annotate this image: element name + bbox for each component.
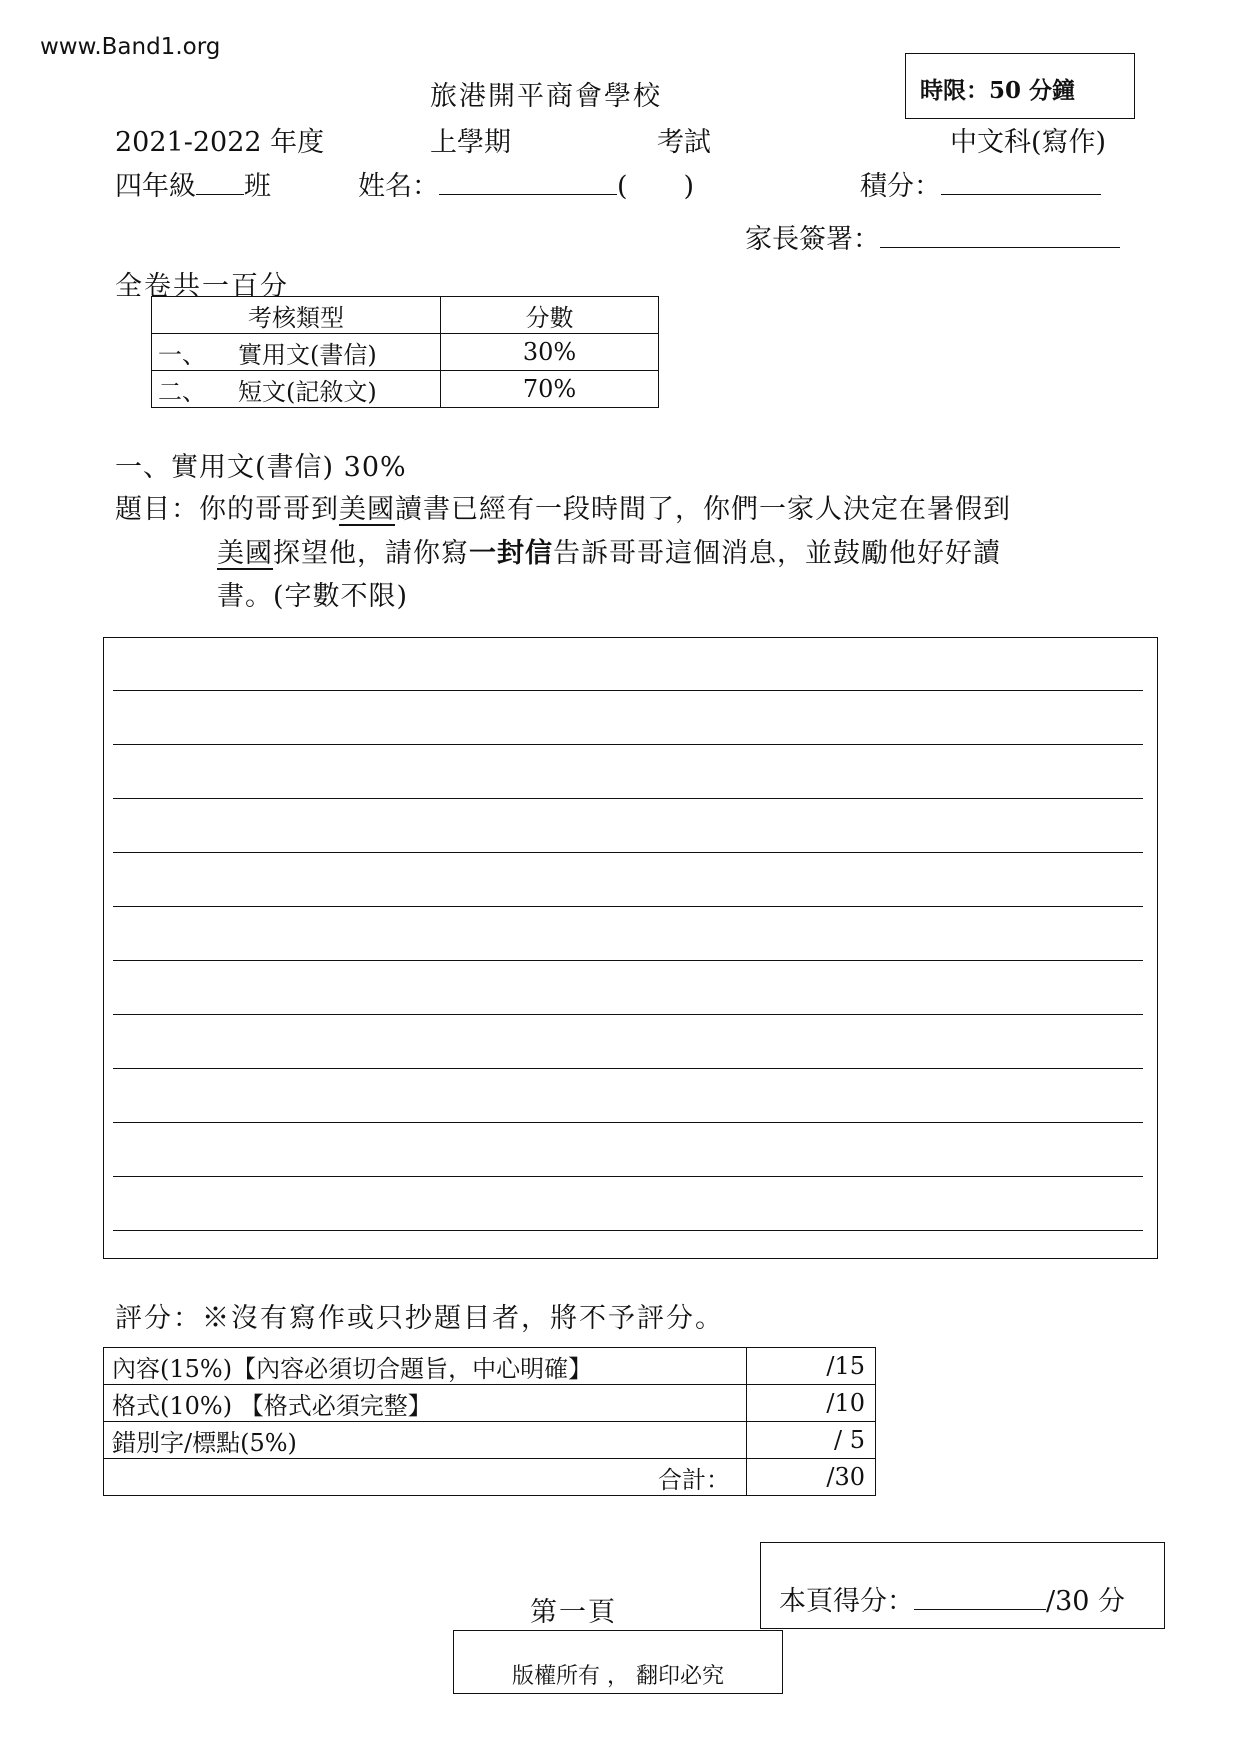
prompt-line-2: 美國探望他，請你寫一封信告訴哥哥這個消息，並鼓勵他好好讀 bbox=[217, 538, 1001, 569]
parent-sign-label: 家長簽署： bbox=[745, 224, 880, 255]
writing-line bbox=[113, 744, 1143, 745]
table-row bbox=[152, 334, 659, 371]
name-row bbox=[358, 164, 694, 203]
header-score: 分數 bbox=[441, 297, 659, 334]
score-blank[interactable] bbox=[941, 174, 1101, 195]
overview-table bbox=[151, 296, 659, 408]
page-score-total: /30 分 bbox=[1046, 1586, 1126, 1617]
prompt-line-1: 題目：你的哥哥到美國讀書已經有一段時間了，你們一家人決定在暑假到 bbox=[115, 494, 1011, 525]
writing-line bbox=[113, 906, 1143, 907]
writing-line bbox=[113, 690, 1143, 691]
writing-line bbox=[113, 1122, 1143, 1123]
score-label: 積分： bbox=[860, 171, 941, 202]
table-row bbox=[104, 1348, 876, 1385]
score-row bbox=[860, 164, 1101, 203]
row-type: 二、 短文(記敘文) bbox=[152, 371, 441, 408]
parent-sign-row bbox=[745, 217, 1120, 256]
copyright-box bbox=[453, 1630, 783, 1694]
grading-note: 評分：※沒有寫作或只抄題目者，將不予評分。 bbox=[115, 1303, 724, 1334]
table-row bbox=[152, 371, 659, 408]
time-limit: 時限：50 分鐘 bbox=[920, 77, 1076, 104]
watermark: www.Band1.org bbox=[40, 34, 221, 60]
writing-line bbox=[113, 1176, 1143, 1177]
criteria-label: 內容(15%)【內容必須切合題旨，中心明確】 bbox=[104, 1348, 747, 1385]
term: 上學期 bbox=[430, 127, 511, 158]
page-number: 第一頁 bbox=[530, 1597, 617, 1628]
row-score: 30% bbox=[441, 334, 659, 371]
row-type: 一、 實用文(書信) bbox=[152, 334, 441, 371]
writing-line bbox=[113, 852, 1143, 853]
exam-label: 考試 bbox=[657, 127, 711, 158]
table-row bbox=[104, 1422, 876, 1459]
row-score: 70% bbox=[441, 371, 659, 408]
class-row bbox=[115, 164, 271, 203]
paren-close: ) bbox=[683, 171, 695, 202]
page-score-label: 本頁得分： bbox=[779, 1586, 914, 1617]
total-label: 合計： bbox=[104, 1459, 747, 1496]
grading-table bbox=[103, 1347, 876, 1496]
page-score-blank[interactable] bbox=[914, 1589, 1046, 1610]
table-row bbox=[152, 297, 659, 334]
school-year: 2021-2022 年度 bbox=[115, 127, 325, 158]
time-limit-box bbox=[905, 53, 1135, 119]
total-marks: 全卷共一百分 bbox=[115, 271, 289, 302]
table-row bbox=[104, 1385, 876, 1422]
writing-line bbox=[113, 960, 1143, 961]
writing-line bbox=[113, 1230, 1143, 1231]
grade-label: 四年級 bbox=[115, 171, 196, 202]
criteria-label: 錯別字/標點(5%) bbox=[104, 1422, 747, 1459]
copyright: 版權所有 ， 翻印必究 bbox=[512, 1664, 724, 1689]
subject: 中文科(寫作) bbox=[950, 127, 1107, 158]
name-blank[interactable] bbox=[439, 174, 617, 195]
criteria-label: 格式(10%) 【格式必須完整】 bbox=[104, 1385, 747, 1422]
criteria-score[interactable]: /10 bbox=[747, 1385, 876, 1422]
writing-line bbox=[113, 1014, 1143, 1015]
writing-line bbox=[113, 1068, 1143, 1069]
page-score-row bbox=[779, 1579, 1125, 1618]
name-label: 姓名： bbox=[358, 171, 439, 202]
section-heading: 一、實用文(書信) 30% bbox=[115, 452, 407, 483]
criteria-score[interactable]: /15 bbox=[747, 1348, 876, 1385]
writing-area[interactable] bbox=[103, 637, 1158, 1259]
prompt-line-3: 書。(字數不限) bbox=[217, 581, 409, 612]
class-label: 班 bbox=[244, 171, 271, 202]
paren-open: ( bbox=[617, 171, 628, 202]
table-row bbox=[104, 1459, 876, 1496]
criteria-score[interactable]: / 5 bbox=[747, 1422, 876, 1459]
class-blank[interactable] bbox=[196, 174, 244, 195]
total-score[interactable]: /30 bbox=[747, 1459, 876, 1496]
parent-sign-blank[interactable] bbox=[880, 227, 1120, 248]
header-type: 考核類型 bbox=[152, 297, 441, 334]
school-name: 旅港開平商會學校 bbox=[430, 81, 662, 112]
writing-line bbox=[113, 798, 1143, 799]
page-score-box bbox=[760, 1542, 1165, 1629]
